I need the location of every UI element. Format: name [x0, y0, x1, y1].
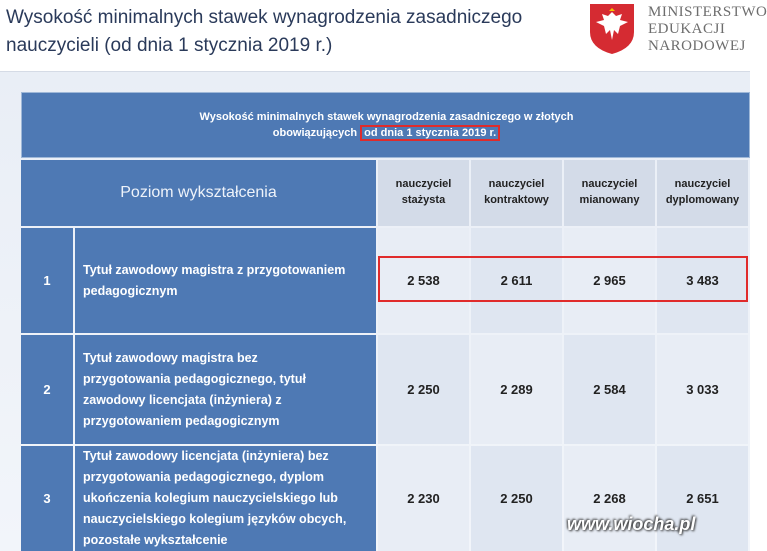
value-cell: 2 230: [378, 446, 469, 551]
polish-eagle-emblem-icon: [588, 2, 636, 56]
salary-table: [21, 92, 750, 551]
column-header-mianowany: nauczyciel mianowany: [564, 160, 655, 226]
row-description: Tytuł zawodowy magistra z przygotowaniem pedagogicznym: [75, 228, 376, 333]
caption-text: obowiązujących: [272, 127, 361, 139]
row-number: 2: [21, 335, 73, 444]
value-cell: 3 033: [657, 335, 748, 444]
table-caption: Wysokość minimalnych stawek wynagrodzenia zasadniczego w złotych obowiązujących od dnia 1 stycznia 2019 r.: [21, 92, 750, 158]
row-number: 1: [21, 228, 73, 333]
value-cell: 2 250: [378, 335, 469, 444]
value-cell: 2 584: [564, 335, 655, 444]
column-header-stazysta: nauczyciel stażysta: [378, 160, 469, 226]
column-header-kontraktowy: nauczyciel kontraktowy: [471, 160, 562, 226]
value-cell: 2 651: [657, 446, 748, 551]
column-header-dyplomowany: nauczyciel dyplomowany: [657, 160, 748, 226]
row-description: Tytuł zawodowy magistra bez przygotowania pedagogicznego, tytuł zawodowy licencjata (inżyniera) z przygotowaniem pedagogicznym: [75, 335, 376, 444]
site-watermark: www.wiocha.pl: [567, 514, 696, 534]
value-cell: 2 289: [471, 335, 562, 444]
slide-title: Wysokość minimalnych stawek wynagrodzenia zasadniczego nauczycieli (od dnia 1 stycznia 2019 r.): [6, 7, 523, 56]
level-column-header: Poziom wykształcenia: [21, 160, 376, 226]
value-cell: 2 965: [564, 228, 655, 333]
value-cell: 2 611: [471, 228, 562, 333]
highlighted-date: od dnia 1 stycznia 2019 r.: [360, 125, 500, 141]
row-description: Tytuł zawodowy licencjata (inżyniera) bez przygotowania pedagogicznego, dyplom ukończenia kolegium nauczycielskiego lub nauczycielskiego kolegium języków obcych, pozostałe wykształcenie: [75, 446, 376, 551]
ministry-logo-text: MINISTERSTWO EDUKACJI NARODOWEJ: [648, 4, 767, 54]
value-cell: 2 268: [564, 446, 655, 551]
value-cell: 3 483: [657, 228, 748, 333]
slide-header: [0, 0, 767, 72]
value-cell: 2 538: [378, 228, 469, 333]
row-number: 3: [21, 446, 73, 551]
value-cell: 2 250: [471, 446, 562, 551]
